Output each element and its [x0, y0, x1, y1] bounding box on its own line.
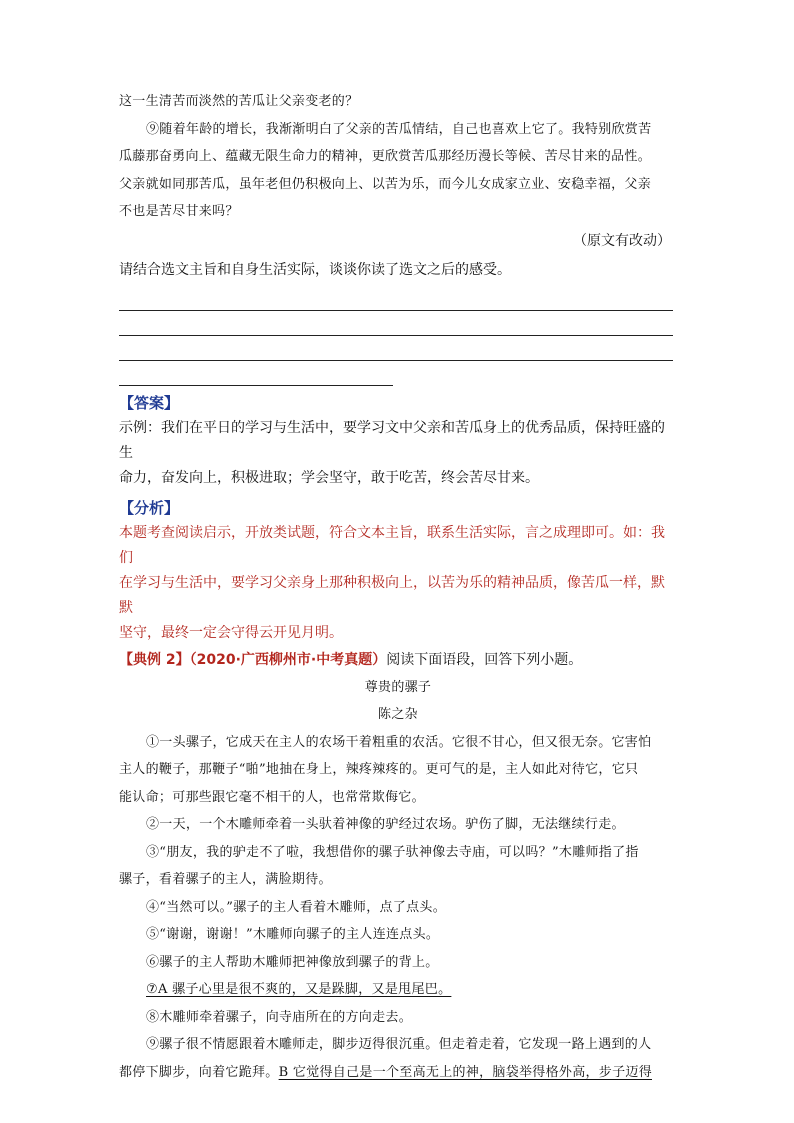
- paragraph-3-line: 骡子，看着骡子的主人，满脸期待。: [119, 872, 332, 887]
- passage-title: 尊贵的骡子: [364, 679, 432, 695]
- example-heading: [119, 646, 677, 674]
- answer-line-text: 命力，奋发向上，积极进取；学会坚守，敢于吃苦，终会苦尽甘来。: [119, 469, 539, 486]
- paragraph-3-line: ③“朋友，我的驴走不了啦，我想借你的骡子驮神像去寺庙，可以吗？”木雕师指了指: [146, 844, 639, 860]
- paragraph-6: ⑥骡子的主人帮助木雕师把神像放到骡子的背上。: [146, 954, 439, 970]
- answer-line-text: 示例：我们在平日的学习与生活中，要学习文中父亲和苦瓜身上的优秀品质，保持旺盛的生: [119, 419, 665, 461]
- passage-author: 陈之杂: [378, 707, 418, 722]
- paragraph-1-line: ①一头骡子，它成天在主人的农场干着粗重的农活。它很不甘心，但又很无奈。它害怕: [146, 734, 652, 750]
- analysis-line: 本题考查阅读启示，开放类试题，符合文本主旨，联系生活实际，言之成理即可。如：我们: [119, 524, 665, 566]
- page-content: [119, 88, 677, 1086]
- paragraph-9-text: 都停下脚步，向着它跪拜。: [119, 1064, 279, 1080]
- paragraph-7: [119, 976, 677, 1004]
- answer-line[interactable]: [119, 361, 393, 386]
- underlined-sentence-a: ⑦A 骡子心里是很不爽的，又是跺脚，又是甩尾巴。: [146, 982, 452, 997]
- paragraph-4: ④“当然可以。”骡子的主人看着木雕师，点了点头。: [146, 899, 446, 915]
- passage-line: 瓜藤那奋勇向上、蕴藏无限生命力的精神，更欣赏苦瓜那经历漫长等候、苦尽甘来的品性。: [119, 149, 652, 164]
- answer-line[interactable]: [119, 311, 673, 336]
- answer-heading: 【答案】: [119, 393, 180, 412]
- analysis-line: 坚守，最终一定会守得云开见月明。: [119, 624, 343, 641]
- paragraph-2: ②一天，一个木雕师牵着一头驮着神像的驴经过农场。驴伤了脚，无法继续行走。: [146, 817, 625, 832]
- answer-line[interactable]: [119, 286, 673, 311]
- analysis-heading: 【分析】: [119, 498, 180, 517]
- paragraph-5: ⑤“谢谢，谢谢！”木雕师向骡子的主人连连点头。: [146, 927, 440, 942]
- passage-line: ⑨随着年龄的增长，我渐渐明白了父亲的苦瓜情结，自己也喜欢上它了。我特别欣赏苦: [146, 121, 652, 137]
- paragraph-9: [119, 116, 677, 226]
- paragraph-1-line: 主人的鞭子，那鞭子“啪”地抽在身上，辣疼辣疼的。更可气的是，主人如此对待它，它只: [119, 762, 639, 777]
- paragraph-9-line: ⑨骡子很不情愿跟着木雕师走，脚步迈得很沉重。但走着走着，它发现一路上遇到的人: [146, 1037, 652, 1052]
- paragraph-1-line: 能认命；可那些跟它毫不相干的人，也常常欺侮它。: [119, 789, 425, 805]
- question-text: 请结合选文主旨和自身生活实际，谈谈你读了选文之后的感受。: [119, 261, 511, 278]
- paragraph-9-line: [119, 1059, 677, 1087]
- analysis-body: [119, 521, 677, 646]
- example-instruction: 阅读下面语段，回答下列小题。: [386, 651, 583, 668]
- answer-writing-area[interactable]: [119, 286, 677, 386]
- source-citation: （原文有改动）: [573, 232, 671, 249]
- paragraph-8: ⑧木雕师牵着骡子，向寺庙所在的方向走去。: [146, 1009, 413, 1025]
- passage-line: 这一生清苦而淡然的苦瓜让父亲变老的？: [119, 94, 359, 109]
- example-tag: 【典例 2】（2020·广西柳州市·中考真题）: [119, 651, 387, 668]
- answer-body: [119, 416, 677, 491]
- answer-line[interactable]: [119, 336, 673, 361]
- passage-line: 父亲就如同那苦瓜，虽年老但仍积极向上、以苦为乐，而今儿女成家立业、安稳幸福，父亲: [119, 176, 652, 192]
- passage-line: 不也是苦尽甘来吗？: [119, 204, 239, 219]
- underlined-sentence-b: B 它觉得自己是一个至高无上的神，脑袋举得格外高，步子迈得: [278, 1064, 652, 1080]
- analysis-line: 在学习与生活中，要学习父亲身上那种积极向上，以苦为乐的精神品质，像苦瓜一样，默默: [119, 574, 665, 616]
